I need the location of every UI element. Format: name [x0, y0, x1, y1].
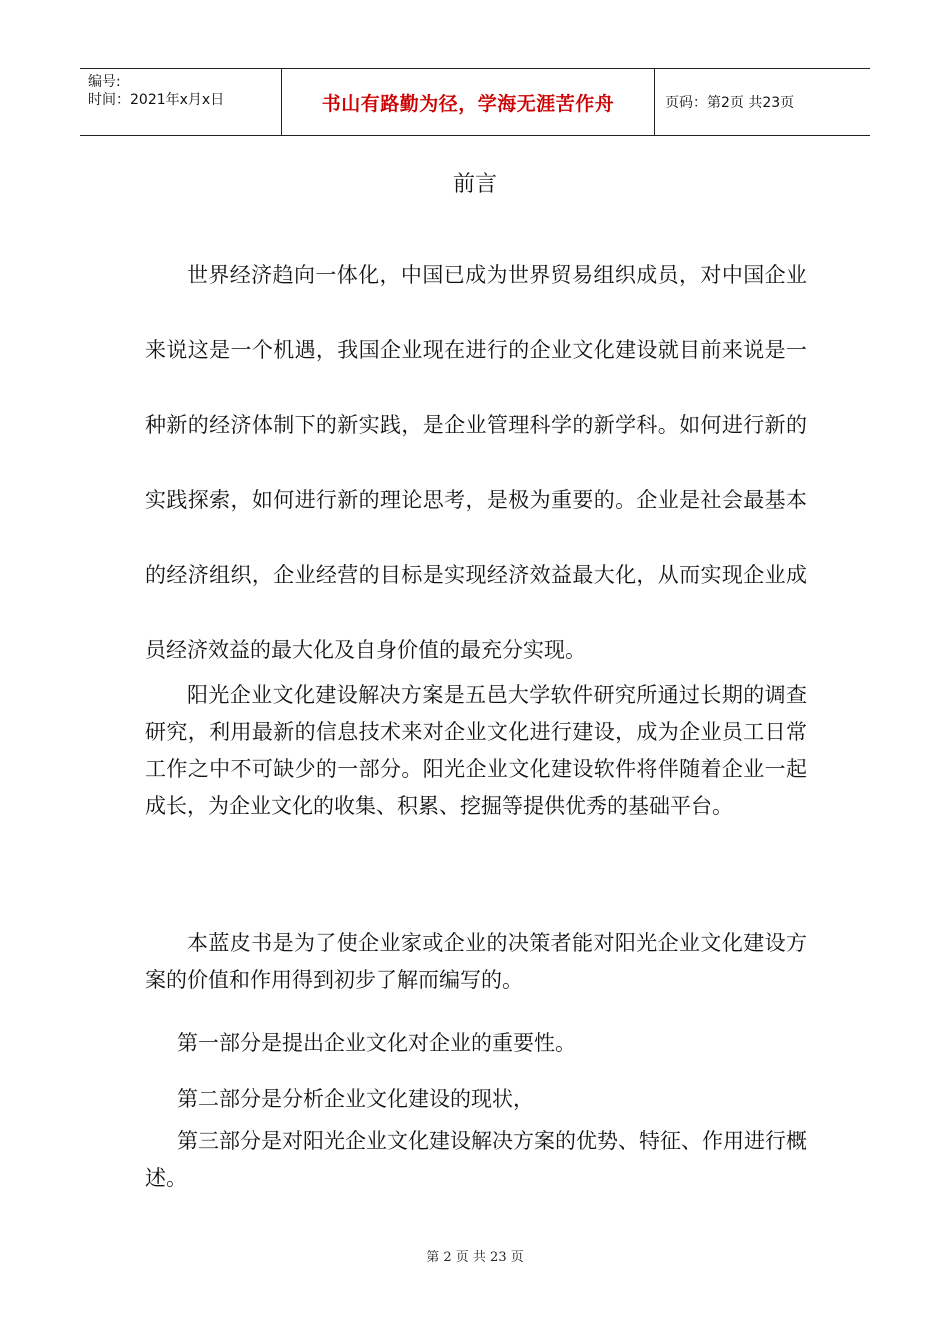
page-header	[80, 68, 870, 136]
page-title: 前言	[452, 172, 497, 197]
paragraph: 阳光企业文化建设解决方案是五邑大学软件研究所通过长期的调查研究，利用最新的信息技术来对企业文化进行建设，成为企业员工日常工作之中不可缺少的一部分。阳光企业文化建设软件将伴随着企业一起成长，为企业文化的收集、积累、挖掘等提供优秀的基础平台。	[145, 683, 807, 818]
paragraph: 本蓝皮书是为了使企业家或企业的决策者能对阳光企业文化建设方案的价值和作用得到初步了解而编写的。	[145, 931, 807, 992]
header-motto: 书山有路勤为径，学海无涯苦作舟	[281, 69, 655, 135]
document-date: 时间：2021年x月x日	[88, 92, 225, 108]
paragraph: 世界经济趋向一体化，中国已成为世界贸易组织成员，对中国企业来说这是一个机遇，我国企业现在进行的企业文化建设就目前来说是一种新的经济体制下的新实践，是企业管理科学的新学科。如何进行新的实践探索，如何进行新的理论思考，是极为重要的。企业是社会最基本的经济组织，企业经营的目标是实现经济效益最大化，从而实现企业成员经济效益的最大化及自身价值的最充分实现。	[145, 263, 807, 662]
paragraph: 第三部分是对阳光企业文化建设解决方案的优势、特征、作用进行概述。	[145, 1129, 807, 1190]
header-page-info: 页码：第2页 共23页	[665, 95, 795, 111]
page-footer: 第 2 页 共 23 页	[426, 1250, 524, 1265]
paragraph: 第二部分是分析企业文化建设的现状，	[177, 1087, 534, 1111]
document-number-label: 编号:	[88, 74, 121, 90]
header-meta	[80, 69, 281, 135]
paragraph: 第一部分是提出企业文化对企业的重要性。	[177, 1031, 576, 1055]
